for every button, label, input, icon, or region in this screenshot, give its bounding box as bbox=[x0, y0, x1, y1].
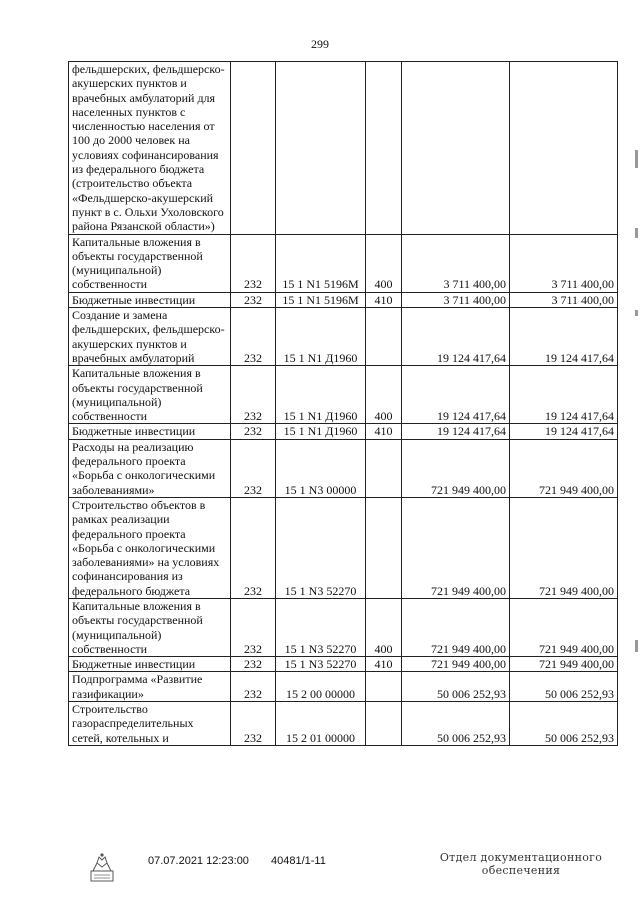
footer-datetime: 07.07.2021 12:23:00 bbox=[148, 855, 249, 867]
page-number: 299 bbox=[311, 37, 329, 51]
cell-name: Бюджетные инвестиции bbox=[69, 292, 231, 307]
budget-table bbox=[68, 61, 618, 746]
cell-amount-1 bbox=[402, 62, 510, 235]
cell-amount-2 bbox=[510, 62, 618, 235]
table-body bbox=[69, 62, 618, 746]
cell-expense-type bbox=[366, 497, 402, 598]
cell-amount-1: 3 711 400,00 bbox=[402, 234, 510, 292]
cell-expense-type: 410 bbox=[366, 292, 402, 307]
cell-amount-2: 721 949 400,00 bbox=[510, 497, 618, 598]
cell-name: Строительство газораспределительных сетей, котельных и bbox=[69, 702, 231, 746]
cell-name: фельдшерских, фельдшерско-акушерских пунктов и врачебных амбулаторий для населенных пунктов с численностью населения от 100 до 2000 человек на условиях софинансирования из федерального бюджета (строительство объекта «Фельдшерско-акушерский пункт в с. Ольхи Ухоловского района Рязанской области») bbox=[69, 62, 231, 235]
cell-name: Подпрограмма «Развитие газификации» bbox=[69, 672, 231, 702]
cell-amount-2: 19 124 417,64 bbox=[510, 424, 618, 439]
cell-admin-code: 232 bbox=[231, 234, 276, 292]
cell-amount-1: 721 949 400,00 bbox=[402, 598, 510, 656]
table-row bbox=[69, 62, 618, 235]
cell-target-article bbox=[276, 62, 366, 235]
cell-amount-2: 3 711 400,00 bbox=[510, 234, 618, 292]
table-row bbox=[69, 672, 618, 702]
cell-target-article: 15 1 N3 52270 bbox=[276, 598, 366, 656]
cell-target-article: 15 1 N3 52270 bbox=[276, 657, 366, 672]
table-row bbox=[69, 702, 618, 746]
cell-amount-2: 721 949 400,00 bbox=[510, 657, 618, 672]
cell-amount-1: 50 006 252,93 bbox=[402, 672, 510, 702]
cell-amount-1: 721 949 400,00 bbox=[402, 657, 510, 672]
cell-name: Бюджетные инвестиции bbox=[69, 424, 231, 439]
cell-target-article: 15 1 N3 00000 bbox=[276, 439, 366, 497]
cell-name: Капитальные вложения в объекты государственной (муниципальной) собственности bbox=[69, 234, 231, 292]
cell-admin-code: 232 bbox=[231, 657, 276, 672]
cell-amount-2: 19 124 417,64 bbox=[510, 308, 618, 366]
cell-expense-type bbox=[366, 702, 402, 746]
table-row bbox=[69, 424, 618, 439]
cell-amount-1: 3 711 400,00 bbox=[402, 292, 510, 307]
cell-admin-code: 232 bbox=[231, 308, 276, 366]
cell-expense-type: 400 bbox=[366, 366, 402, 424]
cell-expense-type: 400 bbox=[366, 598, 402, 656]
cell-target-article: 15 1 N1 Д1960 bbox=[276, 366, 366, 424]
cell-admin-code: 232 bbox=[231, 424, 276, 439]
table-row bbox=[69, 598, 618, 656]
cell-target-article: 15 2 00 00000 bbox=[276, 672, 366, 702]
cell-amount-1: 721 949 400,00 bbox=[402, 497, 510, 598]
stamp-line-2: обеспечения bbox=[481, 864, 561, 877]
stamp-line-1: Отдел документационного bbox=[439, 851, 603, 864]
department-stamp bbox=[436, 851, 606, 877]
cell-admin-code: 232 bbox=[231, 439, 276, 497]
cell-amount-1: 721 949 400,00 bbox=[402, 439, 510, 497]
cell-expense-type bbox=[366, 308, 402, 366]
page-footer bbox=[0, 851, 640, 891]
coat-of-arms-emblem-icon bbox=[85, 851, 119, 885]
cell-admin-code: 232 bbox=[231, 702, 276, 746]
table-row bbox=[69, 497, 618, 598]
table-row bbox=[69, 366, 618, 424]
cell-amount-2: 721 949 400,00 bbox=[510, 598, 618, 656]
cell-amount-2: 721 949 400,00 bbox=[510, 439, 618, 497]
table-row bbox=[69, 657, 618, 672]
cell-target-article: 15 1 N1 5196M bbox=[276, 234, 366, 292]
cell-amount-1: 19 124 417,64 bbox=[402, 308, 510, 366]
scan-edge-marks bbox=[634, 80, 638, 720]
table-row bbox=[69, 234, 618, 292]
table-row bbox=[69, 308, 618, 366]
cell-amount-2: 50 006 252,93 bbox=[510, 672, 618, 702]
cell-name: Строительство объектов в рамках реализации федерального проекта «Борьба с онкологическими заболеваниями» на условиях софинансирования из федерального бюджета bbox=[69, 497, 231, 598]
cell-amount-1: 50 006 252,93 bbox=[402, 702, 510, 746]
cell-amount-2: 50 006 252,93 bbox=[510, 702, 618, 746]
cell-expense-type: 410 bbox=[366, 424, 402, 439]
cell-name: Капитальные вложения в объекты государственной (муниципальной) собственности bbox=[69, 598, 231, 656]
cell-target-article: 15 1 N1 Д1960 bbox=[276, 308, 366, 366]
cell-admin-code: 232 bbox=[231, 366, 276, 424]
cell-admin-code: 232 bbox=[231, 598, 276, 656]
cell-amount-1: 19 124 417,64 bbox=[402, 366, 510, 424]
table-row bbox=[69, 292, 618, 307]
cell-target-article: 15 1 N1 Д1960 bbox=[276, 424, 366, 439]
footer-document-number: 40481/1-11 bbox=[271, 855, 326, 867]
cell-expense-type bbox=[366, 62, 402, 235]
cell-admin-code: 232 bbox=[231, 497, 276, 598]
cell-amount-1: 19 124 417,64 bbox=[402, 424, 510, 439]
cell-name: Бюджетные инвестиции bbox=[69, 657, 231, 672]
cell-admin-code: 232 bbox=[231, 292, 276, 307]
cell-name: Капитальные вложения в объекты государственной (муниципальной) собственности bbox=[69, 366, 231, 424]
cell-expense-type: 410 bbox=[366, 657, 402, 672]
cell-target-article: 15 1 N3 52270 bbox=[276, 497, 366, 598]
cell-amount-2: 3 711 400,00 bbox=[510, 292, 618, 307]
cell-admin-code bbox=[231, 62, 276, 235]
cell-target-article: 15 1 N1 5196M bbox=[276, 292, 366, 307]
cell-expense-type bbox=[366, 672, 402, 702]
cell-name: Создание и замена фельдшерских, фельдшерско-акушерских пунктов и врачебных амбулаторий bbox=[69, 308, 231, 366]
cell-expense-type bbox=[366, 439, 402, 497]
cell-admin-code: 232 bbox=[231, 672, 276, 702]
cell-target-article: 15 2 01 00000 bbox=[276, 702, 366, 746]
table-row bbox=[69, 439, 618, 497]
cell-expense-type: 400 bbox=[366, 234, 402, 292]
cell-name: Расходы на реализацию федерального проекта «Борьба с онкологическими заболеваниями» bbox=[69, 439, 231, 497]
cell-amount-2: 19 124 417,64 bbox=[510, 366, 618, 424]
